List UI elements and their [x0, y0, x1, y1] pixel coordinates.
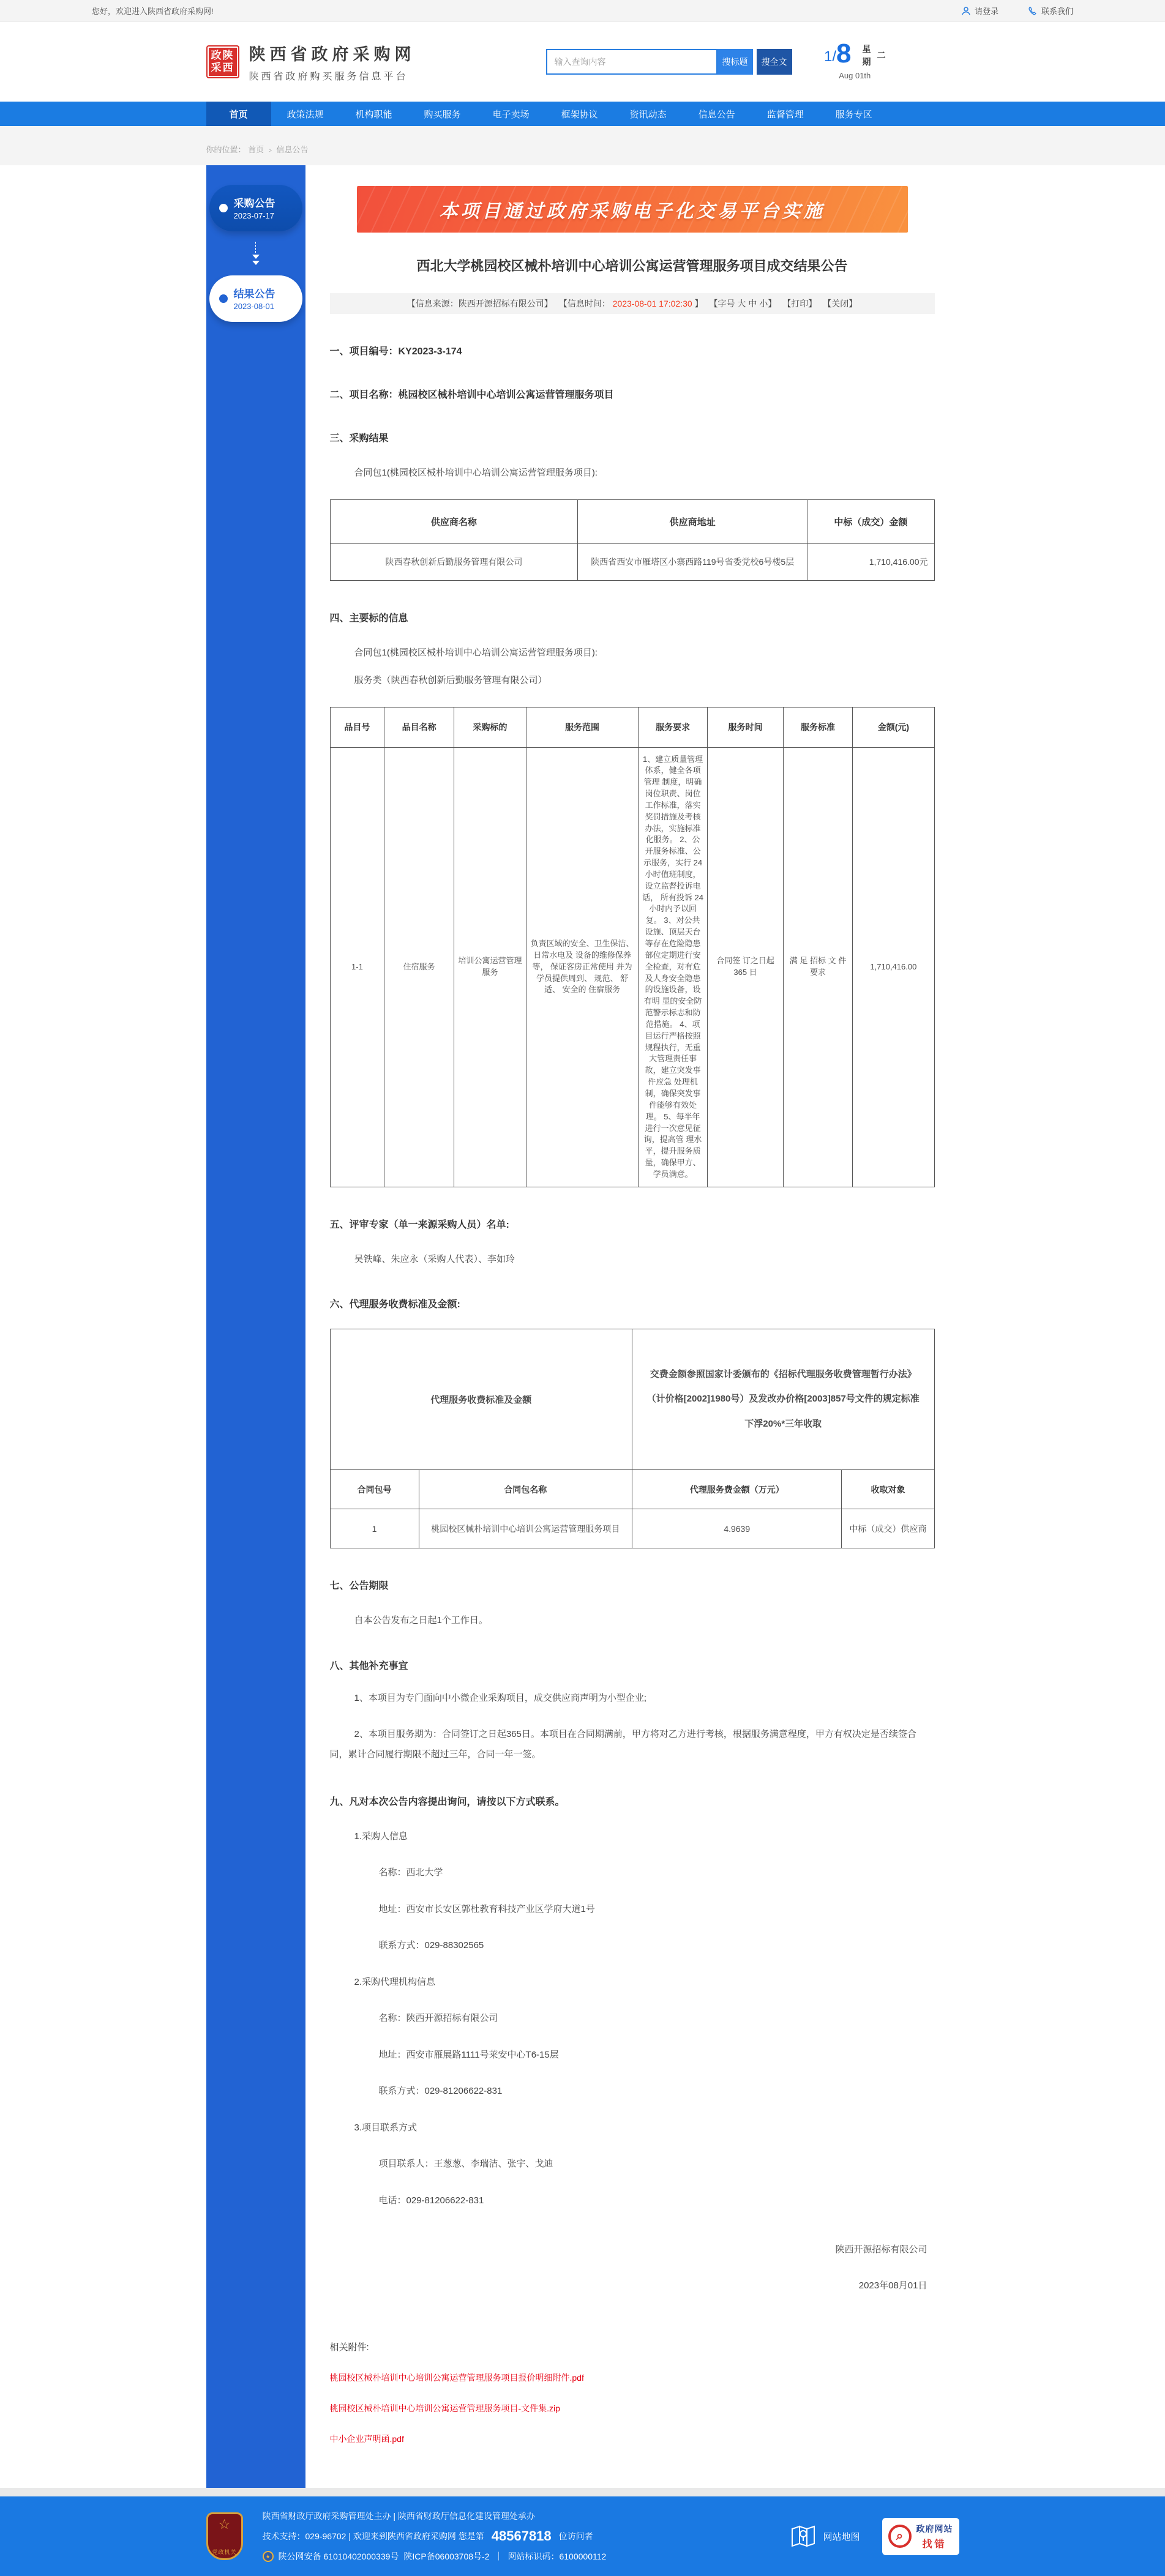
- site-header: [0, 22, 1165, 102]
- nav-item-framework[interactable]: 框架协议: [561, 109, 598, 120]
- map-icon: [790, 2524, 817, 2548]
- finderr-top-label: 政府网站: [916, 2523, 953, 2534]
- step-dot: [219, 294, 228, 303]
- section-8-item2: 2、本项目服务期为：合同签订之日起365日。本项目在合同期满前，甲方将对乙方进行考核，根据服务满意程度，甲方有权决定是否续签合同，累计合同履行期限不超过三年，合同一年一签。: [329, 1728, 916, 1760]
- nav-item-supervision[interactable]: 监督管理: [766, 109, 804, 120]
- timeline-sidebar: [206, 165, 305, 2488]
- nav-item-service-zone[interactable]: 服务专区: [835, 109, 872, 120]
- font-size-controls[interactable]: 【字号 大 中 小】: [709, 299, 777, 308]
- gov-site-error-report-button[interactable]: [882, 2518, 959, 2555]
- column-header: 服务范围: [526, 707, 639, 747]
- project-contacts: 项目联系人：王葱葱、李瑞洁、张宇、戈迪: [378, 2159, 553, 2170]
- agency-name: 名称：陕西开源招标有限公司: [378, 2013, 498, 2024]
- article-main: [305, 165, 959, 2488]
- site-subtitle: 陕西省政府购买服务信息平台: [249, 72, 408, 82]
- agency-address: 地址：西安市雁展路1111号莱安中心T6-15层: [378, 2049, 559, 2060]
- purchaser-info-title: 1.采购人信息: [354, 1831, 408, 1842]
- fee-standard-desc-cell: 交费金额参照国家计委颁布的《招标代理服务收费管理暂行办法》（计价格[2002]1980号）及发改办价格[2003]857号文件的规定标准下浮20%*三年收取: [632, 1329, 934, 1470]
- procurement-target-cell: 培训公寓运营管理服务: [454, 747, 526, 1187]
- breadcrumb-separator: ﹥: [266, 145, 274, 154]
- column-header: 中标（成交）金额: [807, 499, 934, 543]
- meta-time-value: 2023-08-01 17:02:30: [612, 299, 692, 308]
- date-english: Aug 01th: [839, 71, 871, 80]
- visitor-count: 48567818: [491, 2528, 552, 2544]
- attachment-link-pdf-quotation[interactable]: 桃园校区械朴培训中心培训公寓运营管理服务项目报价明细附件.pdf: [329, 2373, 584, 2383]
- column-header: 供应商地址: [578, 499, 807, 543]
- phone-icon: [1028, 6, 1038, 16]
- attachment-link-pdf-sme-letter[interactable]: 中小企业声明函.pdf: [329, 2434, 404, 2444]
- section-3-intro: 合同包1(桃园校区械朴培训中心培训公寓运营管理服务项目):: [354, 468, 598, 478]
- supplier-name-cell: 陕西春秋创新后勤服务管理有限公司: [330, 543, 578, 580]
- project-contact-title: 3.项目联系方式: [354, 2122, 418, 2133]
- column-header: 品目号: [330, 707, 384, 747]
- column-header: 合同包名称: [419, 1470, 632, 1509]
- footer-beian[interactable]: 陕公网安备 61010402000339号: [278, 2552, 399, 2562]
- print-button[interactable]: 【打印】: [782, 299, 817, 308]
- breadcrumb-prefix: 你的位置：: [206, 145, 246, 154]
- table-row: [330, 747, 934, 1187]
- procurement-result-table: [330, 499, 935, 581]
- section-8-item1: 1、本项目为专门面向中小微企业采购项目，成交供应商声明为小型企业;: [354, 1692, 647, 1703]
- footer-divider: [0, 2488, 1165, 2496]
- step-dot: [219, 204, 228, 212]
- service-scope-cell: 负责区域的安全、卫生保洁、日常水电及 设备的维修保养等， 保证客房正常使用 并为学员提供周到、 规范、 舒适、 安全的 住宿服务: [526, 747, 639, 1187]
- footer-site-code: 网站标识码：6100000112: [508, 2552, 607, 2562]
- project-phone: 电话：029-81206622-831: [378, 2195, 484, 2206]
- search-input[interactable]: [546, 49, 717, 75]
- sitemap-label: 网站地图: [823, 2531, 860, 2542]
- section-4-intro2: 服务类（陕西春秋创新后勤服务管理有限公司）: [354, 675, 547, 685]
- site-footer: [0, 2496, 1165, 2576]
- magnifier-icon: ⌕: [888, 2525, 912, 2548]
- breadcrumb-current[interactable]: 信息公告: [276, 145, 309, 154]
- close-button[interactable]: 【关闭】: [823, 299, 858, 308]
- date-fraction: 1/: [824, 48, 837, 65]
- contact-link[interactable]: [1028, 5, 1073, 17]
- column-header: 采购标的: [454, 707, 526, 747]
- finderr-bottom-label: 找错: [922, 2539, 947, 2550]
- purchaser-address: 地址：西安市长安区郭杜教育科技产业区学府大道1号: [378, 1903, 595, 1914]
- government-emblem-icon: ☆ 党政机关: [206, 2512, 243, 2560]
- section-3-heading: 三、采购结果: [329, 433, 389, 444]
- section-6-heading: 六、代理服务收费标准及金额:: [329, 1299, 460, 1310]
- agency-fee-table: [330, 1329, 935, 1548]
- date-day: 8: [836, 39, 852, 69]
- article-meta-bar: [330, 293, 935, 314]
- nav-item-home[interactable]: 首页: [206, 102, 271, 126]
- section-7-body: 自本公告发布之日起1个工作日。: [354, 1615, 488, 1626]
- footer-registration-line: ★ 陕公网安备 61010402000339号 陕ICP备06003708号-2 ｜ 网站标识码：6100000112: [263, 2550, 607, 2563]
- footer-icp[interactable]: 陕ICP备06003708号-2: [403, 2552, 490, 2562]
- nav-item-emall[interactable]: 电子卖场: [492, 109, 530, 120]
- footer-organizer-line: 陕西省财政厅政府采购管理处主办 | 陕西省财政厅信息化建设管理处承办: [262, 2511, 535, 2522]
- login-link[interactable]: [961, 5, 998, 17]
- site-logo[interactable]: [206, 41, 416, 83]
- breadcrumb: [206, 126, 959, 155]
- service-standard-cell: 满 足 招标 文 件 要求: [783, 747, 853, 1187]
- item-name-cell: 住宿服务: [384, 747, 454, 1187]
- service-requirement-cell: 1、建立质量管理体系，健全各项管理 制度，明确岗位职责、岗位工作标准，落实奖罚措施及考核办法，实施标准 化服务。 2、公开服务标准、公示服务，实行 24 小时值班制度，设立监督投诉电话， 所有投诉 24 小时内予以回复。 3、对公共设施、顶层天台等存在危险隐患部位定期进行安全检查，对有危及人身安全隐患的设施设备，设有明 显的安全防范警示标志和防范措施。 4、项目运行严格按照规程执行，无重 大管理责任事故，建立突发事件应急 处理机制，确保突发事件能够有效处理。 5、每半年进行一次意见征询，提高管 理水平，提升服务质量，确保甲方、 学员满意。: [638, 747, 708, 1187]
- column-header: 合同包号: [330, 1470, 419, 1509]
- agency-info-title: 2.采购代理机构信息: [354, 1976, 436, 1987]
- breadcrumb-strip: [0, 126, 1165, 165]
- timeline-arrow-icon: [206, 231, 305, 275]
- service-time-cell: 合同签 订之日起 365 日: [708, 747, 783, 1187]
- purchaser-phone: 联系方式：029-88302565: [378, 1940, 484, 1951]
- column-header: 服务时间: [708, 707, 783, 747]
- award-amount-cell: 1,710,416.00元: [807, 543, 934, 580]
- package-no-cell: 1: [330, 1509, 419, 1548]
- section-8-heading: 八、其他补充事宜: [329, 1660, 408, 1671]
- user-icon: [961, 6, 971, 16]
- week-day: 二: [877, 50, 886, 60]
- site-title: 陕西省政府采购网: [249, 45, 416, 64]
- column-header: 品目名称: [384, 707, 454, 747]
- column-header: 金额(元): [853, 707, 934, 747]
- attachments-section: [330, 2340, 935, 2445]
- signature-block: [330, 2242, 935, 2291]
- nav-item-functions[interactable]: 机构职能: [355, 109, 392, 120]
- section-7-heading: 七、公告期限: [329, 1581, 389, 1592]
- table-row: [330, 1509, 934, 1548]
- supplier-address-cell: 陕西省西安市雁塔区小寨西路119号省委党校6号楼5层: [578, 543, 807, 580]
- subject-matter-table: [330, 707, 935, 1187]
- login-label: 请登录: [974, 7, 998, 16]
- purchaser-name: 名称：西北大学: [378, 1867, 443, 1878]
- welcome-text: 您好，欢迎进入陕西省政府采购网!: [92, 7, 214, 16]
- breadcrumb-home[interactable]: 首页: [248, 145, 264, 154]
- search-title-button[interactable]: 搜标题: [717, 49, 753, 75]
- amount-cell: 1,710,416.00: [853, 747, 934, 1187]
- attachments-label: 相关附件:: [329, 2342, 369, 2353]
- police-badge-icon: ★: [263, 2551, 274, 2562]
- nav-item-purchase-service[interactable]: 购买服务: [424, 109, 461, 120]
- nav-item-policy[interactable]: 政策法规: [287, 109, 324, 120]
- meta-source: 【信息来源：陕西开源招标有限公司】: [406, 299, 553, 308]
- table-row: [330, 543, 934, 580]
- footer-support-line: 技术支持：029-96702 | 欢迎来到陕西省政府采购网 您是第 48567818 位访问者: [262, 2528, 593, 2544]
- column-header: 供应商名称: [330, 499, 578, 543]
- logo-seal: 政陕 采西: [206, 45, 239, 78]
- attachment-link-zip-fileset[interactable]: 桃园校区械朴培训中心培训公寓运营管理服务项目-文件集.zip: [329, 2403, 560, 2414]
- article-title: 西北大学桃园校区械朴培训中心培训公寓运营管理服务项目成交结果公告: [416, 258, 848, 274]
- platform-banner: 本项目通过政府采购电子化交易平台实施: [357, 186, 908, 233]
- section-5-body: 吴铁峰、朱应永（采购人代表）、李如玲: [354, 1253, 515, 1264]
- column-header: 服务标准: [783, 707, 853, 747]
- search-fulltext-button[interactable]: 搜全文: [757, 49, 792, 75]
- fee-standard-label-cell: 代理服务收费标准及金额: [330, 1329, 632, 1470]
- column-header: 收取对象: [842, 1470, 934, 1509]
- agency-fee-cell: 4.9639: [632, 1509, 841, 1548]
- section-5-heading: 五、评审专家（单一来源采购人员）名单:: [329, 1219, 509, 1230]
- meta-time: 【信息时间： 2023-08-01 17:02:30 】: [558, 299, 703, 308]
- nav-item-announcements[interactable]: 信息公告: [698, 109, 735, 120]
- search-bar: [546, 49, 792, 75]
- sitemap-link[interactable]: [790, 2524, 860, 2548]
- week-label: 星期: [862, 44, 871, 67]
- timeline-step-procurement-notice[interactable]: 采购公告 2023-07-17: [209, 185, 302, 231]
- package-name-cell: 桃园校区械朴培训中心培训公寓运营管理服务项目: [419, 1509, 632, 1548]
- item-no-cell: 1-1: [330, 747, 384, 1187]
- section-4-intro1: 合同包1(桃园校区械朴培训中心培训公寓运营管理服务项目):: [354, 647, 598, 658]
- fee-payer-cell: 中标（成交）供应商: [842, 1509, 934, 1548]
- agency-phone: 联系方式：029-81206622-831: [378, 2086, 503, 2097]
- column-header: 服务要求: [638, 707, 708, 747]
- topbar: [0, 0, 1165, 22]
- signature-company: 陕西开源招标有限公司: [835, 2244, 927, 2255]
- contact-label: 联系我们: [1041, 7, 1073, 16]
- column-header: 代理服务费金额（万元）: [632, 1470, 841, 1509]
- main-nav: [0, 102, 1165, 126]
- section-2-heading: 二、项目名称：桃园校区械朴培训中心培训公寓运营管理服务项目: [329, 390, 614, 400]
- timeline-step-result-notice[interactable]: 结果公告 2023-08-01: [209, 275, 302, 322]
- nav-item-news[interactable]: 资讯动态: [629, 109, 667, 120]
- date-widget: [824, 40, 886, 80]
- section-4-heading: 四、主要标的信息: [329, 613, 408, 624]
- signature-date: 2023年08月01日: [858, 2280, 927, 2291]
- section-1-heading: 一、项目编号：KY2023-3-174: [329, 346, 462, 357]
- section-9-heading: 九、凡对本次公告内容提出询问，请按以下方式联系。: [329, 1796, 565, 1807]
